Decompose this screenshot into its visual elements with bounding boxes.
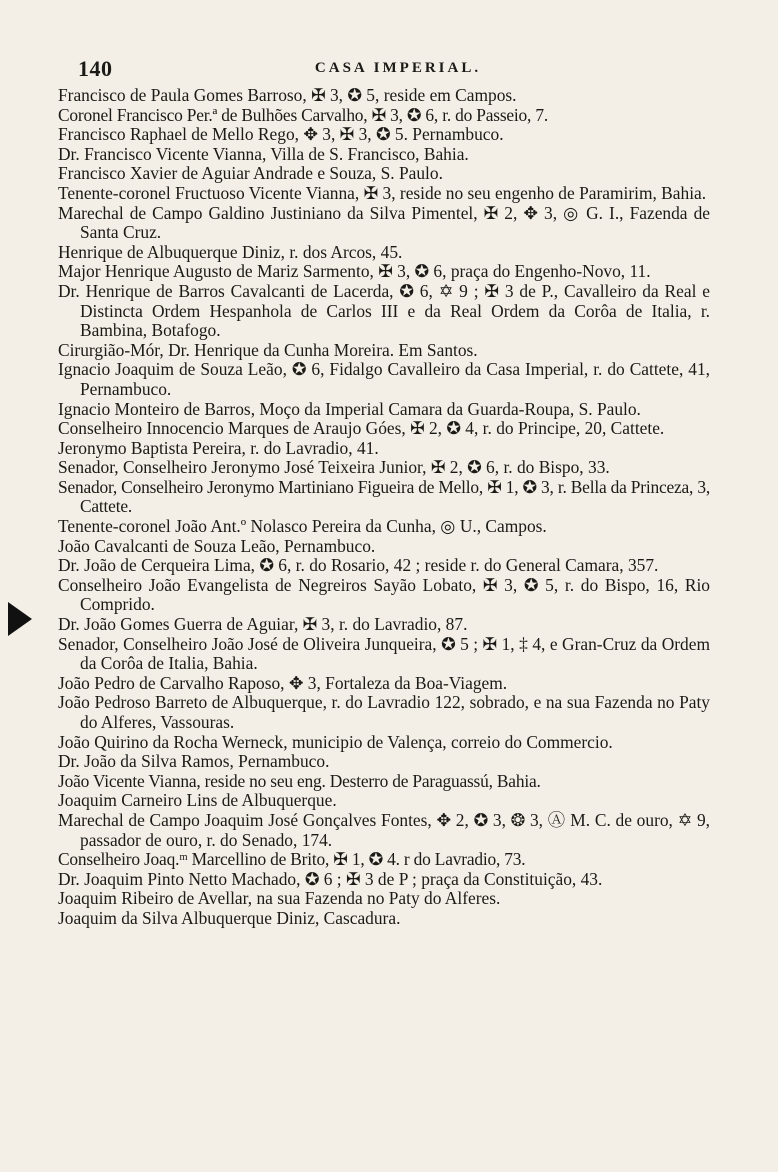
directory-entry: Dr. João Gomes Guerra de Aguiar, ✠ 3, r. do Lavradio, 87. [58,614,468,635]
directory-entries [58,86,710,929]
directory-entry: Conselheiro Joaq.ᵐ Marcellino de Brito, ✠ 1, ✪ 4. r do Lavradio, 73. [58,849,526,870]
directory-entry: Tenente-coronel João Ant.º Nolasco Pereira da Cunha, ◎ U., Campos. [58,516,547,537]
directory-entry: Jeronymo Baptista Pereira, r. do Lavradio, 41. [58,437,379,458]
directory-entry: Senador, Conselheiro Jeronymo José Teixeira Junior, ✠ 2, ✪ 6, r. do Bispo, 33. [58,457,610,478]
directory-entry: Dr. João de Cerqueira Lima, ✪ 6, r. do Rosario, 42 ; reside r. do General Camara, 357. [58,555,659,576]
directory-entry: Francisco Raphael de Mello Rego, ✥ 3, ✠ 3, ✪ 5. Pernambuco. [58,124,504,145]
page-number: 140 [78,56,113,81]
directory-entry: Conselheiro João Evangelista de Negreiros Sayão Lobato, ✠ 3, ✪ 5, r. do Bispo, 16, Rio Comprido. [58,574,710,615]
directory-entry: Ignacio Monteiro de Barros, Moço da Imperial Camara da Guarda-Roupa, S. Paulo. [58,398,641,419]
directory-entry: Cirurgião-Mór, Dr. Henrique da Cunha Moreira. Em Santos. [58,339,478,360]
directory-entry: João Cavalcanti de Souza Leão, Pernambuco. [58,535,376,556]
margin-triangle-mark [8,602,32,636]
directory-entry: Francisco Xavier de Aguiar Andrade e Souza, S. Paulo. [58,163,443,184]
directory-entry: João Vicente Vianna, reside no seu eng. Desterro de Paraguassú, Bahia. [58,770,541,791]
directory-entry: Tenente-coronel Fructuoso Vicente Vianna, ✠ 3, reside no seu engenho de Paramirim, Bahia. [58,182,707,203]
directory-entry: Ignacio Joaquim de Souza Leão, ✪ 6, Fidalgo Cavalleiro da Casa Imperial, r. do Cattete, 41, Pernambuco. [58,359,710,399]
directory-entry: Marechal de Campo Galdino Justiniano da Silva Pimentel, ✠ 2, ✥ 3, ◎ G. I., Fazenda de Santa Cruz. [58,202,710,243]
directory-entry: Senador, Conselheiro João José de Oliveira Junqueira, ✪ 5 ; ✠ 1, ‡ 4, e Gran-Cruz da Ordem da Corôa de Italia, Bahia. [58,633,710,674]
directory-entry: Conselheiro Innocencio Marques de Araujo Góes, ✠ 2, ✪ 4, r. do Principe, 20, Cattete. [58,418,665,439]
running-title: CASA IMPERIAL. [314,60,482,76]
directory-entry: Dr. Henrique de Barros Cavalcanti de Lacerda, ✪ 6, ✡ 9 ; ✠ 3 de P., Cavalleiro da Real e Distincta Ordem Hespanhola de Carlos III e da Real Ordem da Corôa de Italia, r. Bambina, Botafogo. [58,280,710,341]
directory-entry: Senador, Conselheiro Jeronymo Martiniano Figueira de Mello, ✠ 1, ✪ 3, r. Bella da Princeza, 3, Cattete. [58,476,710,517]
directory-entry: João Pedro de Carvalho Raposo, ✥ 3, Fortaleza da Boa-Viagem. [58,672,508,693]
directory-entry: Coronel Francisco Per.ª de Bulhões Carvalho, ✠ 3, ✪ 6, r. do Passeio, 7. [58,104,548,125]
page-header [78,56,718,82]
directory-entry: João Pedroso Barreto de Albuquerque, r. do Lavradio 122, sobrado, e na sua Fazenda no Paty do Alferes, Vassouras. [58,692,710,732]
directory-entry: Francisco de Paula Gomes Barroso, ✠ 3, ✪ 5, reside em Campos. [58,85,517,105]
directory-entry: Dr. João da Silva Ramos, Pernambuco. [58,751,330,772]
directory-entry: Dr. Joaquim Pinto Netto Machado, ✪ 6 ; ✠ 3 de P ; praça da Constituição, 43. [58,868,603,889]
directory-entry: Major Henrique Augusto de Mariz Sarmento, ✠ 3, ✪ 6, praça do Engenho-Novo, 11. [58,261,651,282]
directory-entry: João Quirino da Rocha Werneck, municipio de Valença, correio do Commercio. [58,731,613,752]
directory-entry: Henrique de Albuquerque Diniz, r. dos Arcos, 45. [58,241,403,262]
directory-entry: Joaquim da Silva Albuquerque Diniz, Cascadura. [58,907,401,928]
directory-entry: Joaquim Carneiro Lins de Albuquerque. [58,790,337,811]
directory-entry: Marechal de Campo Joaquim José Gonçalves Fontes, ✥ 2, ✪ 3, ❂ 3, Ⓐ M. C. de ouro, ✡ 9, passador de ouro, r. do Senado, 174. [58,809,710,850]
directory-entry: Dr. Francisco Vicente Vianna, Villa de S. Francisco, Bahia. [58,143,469,164]
directory-entry: Joaquim Ribeiro de Avellar, na sua Fazenda no Paty do Alferes. [58,888,501,909]
